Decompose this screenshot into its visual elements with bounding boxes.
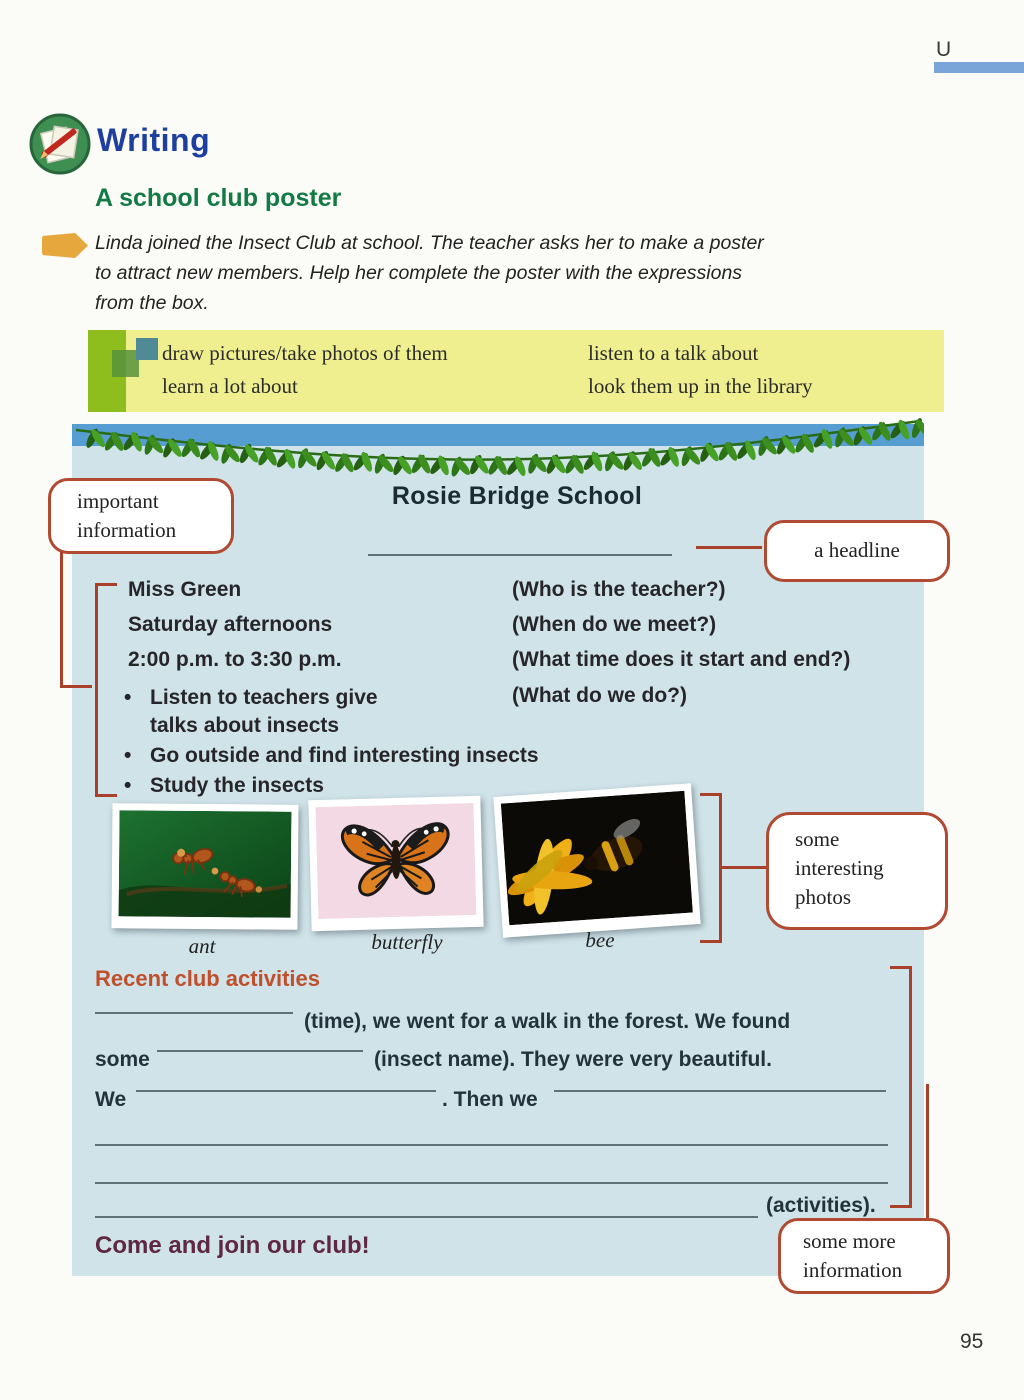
- callout-some-more-information: [778, 1218, 950, 1294]
- headline-blank-line: [368, 526, 672, 556]
- instruction-text: [95, 228, 915, 318]
- instruction-line: from the box.: [95, 292, 209, 314]
- bullet-dot: •: [124, 774, 132, 797]
- fill-row2-text: (insect name). They were very beautiful.: [374, 1048, 772, 1071]
- fill-blank-time: [95, 984, 293, 1014]
- callout-important-information: [48, 478, 234, 554]
- bullet-activity: Listen to teachers give talks about insects: [150, 686, 378, 737]
- poster-school-name: Rosie Bridge School: [391, 482, 643, 510]
- word-box-square-icon: [112, 350, 139, 377]
- bullet-dot: •: [124, 686, 132, 709]
- fill-row3-pre: We: [95, 1088, 127, 1111]
- bullet-activity: Study the insects: [150, 774, 324, 797]
- more-info-connector-line: [926, 1084, 929, 1224]
- callout-text: some interesting photos: [795, 827, 884, 909]
- detail-teacher: Miss Green: [128, 578, 242, 601]
- instruction-arrow-icon: [42, 233, 88, 258]
- word-box-square-icon: [136, 338, 158, 360]
- headline-connector-line: [696, 546, 762, 549]
- fill-blank-insect-name: [157, 1022, 363, 1052]
- unit-bar-decoration: [934, 62, 1024, 73]
- photo-label-ant: ant: [188, 934, 216, 958]
- question-teacher: (Who is the teacher?): [512, 578, 726, 601]
- details-bracket: [95, 583, 117, 797]
- club-poster: [72, 424, 924, 1282]
- fill-blank-activity-1: [136, 1062, 436, 1092]
- bullet-activity: Go outside and find interesting insects: [150, 744, 539, 767]
- instruction-line: Linda joined the Insect Club at school. The teacher asks her to make a poster: [95, 232, 764, 254]
- writing-icon: [28, 112, 92, 176]
- photos-connector-line: [722, 866, 766, 869]
- fill-blank-full-line: [95, 1116, 888, 1146]
- page-number: 95: [960, 1330, 984, 1353]
- question-meeting-day: (When do we meet?): [512, 613, 717, 636]
- section-title: Writing: [97, 122, 211, 158]
- recent-activities-title: Recent club activities: [95, 966, 320, 991]
- word-box-item: draw pictures/take photos of them: [162, 341, 448, 365]
- callout-text: some more information: [803, 1229, 903, 1282]
- photo-label-bee: bee: [585, 928, 615, 952]
- word-box-item: look them up in the library: [588, 374, 813, 398]
- closing-line: Come and join our club!: [95, 1232, 370, 1259]
- question-time: (What time does it start and end?): [512, 648, 851, 671]
- detail-time: 2:00 p.m. to 3:30 p.m.: [128, 648, 342, 671]
- instruction-line: to attract new members. Help her complete the poster with the expressions: [95, 262, 743, 284]
- word-box-item: learn a lot about: [162, 374, 298, 398]
- butterfly-photo: [308, 796, 483, 931]
- question-what-do-we-do: (What do we do?): [512, 684, 687, 707]
- fill-blank-full-line: [95, 1154, 888, 1184]
- fill-row3-mid: . Then we: [442, 1088, 538, 1111]
- callout-connector-line: [60, 685, 92, 688]
- unit-letter: U: [936, 38, 952, 61]
- expression-word-box: [88, 330, 944, 412]
- detail-meeting-day: Saturday afternoons: [128, 613, 333, 636]
- activities-label: (activities).: [766, 1194, 876, 1217]
- photo-label-butterfly: butterfly: [371, 930, 443, 954]
- photos-bracket: [700, 793, 722, 943]
- fill-row1-text: (time), we went for a walk in the forest. We found: [304, 1010, 791, 1033]
- word-box-item: listen to a talk about: [588, 341, 759, 365]
- callout-some-interesting-photos: [766, 812, 948, 930]
- vine-border-image: [72, 414, 924, 486]
- callout-a-headline: a headline: [764, 520, 950, 582]
- bee-photo: [493, 783, 700, 937]
- bullet-dot: •: [124, 744, 132, 767]
- callout-text: important information: [77, 489, 177, 542]
- lesson-title: A school club poster: [95, 184, 342, 212]
- callout-connector-line: [60, 552, 63, 688]
- fill-blank-last-line: [95, 1188, 758, 1218]
- fill-blank-activity-2: [554, 1062, 886, 1092]
- activities-bracket: [890, 966, 912, 1208]
- fill-row2-pre: some: [95, 1048, 150, 1071]
- ant-photo: [111, 803, 298, 930]
